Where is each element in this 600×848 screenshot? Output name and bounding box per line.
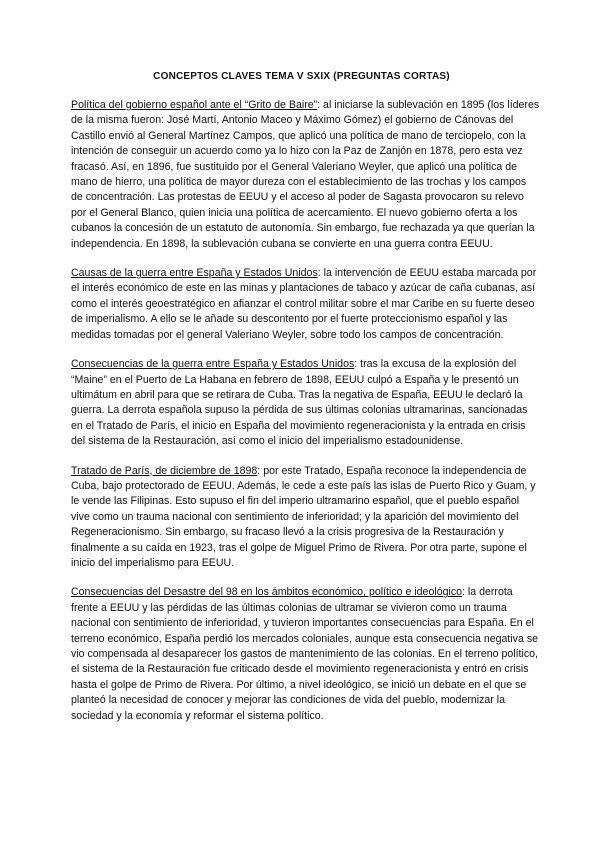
- section-heading: Causas de la guerra entre España y Estados Unidos: [71, 267, 318, 280]
- section-body: tras la excusa de la explosión del “Maine” en el Puerto de La Habana en febrero de 1898, EEUU culpó a España y le presentó un ultimátum en abril para que se retirara de Cuba. Tras la negativa de España, EEUU le declaró la guerra. La derrota española supuso la pérdida de sus últimas colonias ultramarinas, sancionadas en el Tratado de París, el inicio en España del movimiento regeneracionista y la entrada en crisis del sistema de la Restauración, así como el inicio del imperialismo estadounidense.: [71, 358, 528, 448]
- document-title: CONCEPTOS CLAVES TEMA V SXIX (PREGUNTAS CORTAS): [153, 71, 450, 82]
- section-separator: :: [257, 464, 264, 477]
- section-heading: Política del gobierno español ante el “Grito de Baire”: [71, 99, 318, 111]
- section-body: por este Tratado, España reconoce la independencia de Cuba, bajo protectorado de EEUU. Además, le cede a este país las islas de Puerto Rico y Guam, y le vende las Filipinas. Esto supuso el fin del imperio ultramarino español, que el pueblo español vive como un trauma nacional con sentimiento de inferioridad; y la aparición del movimiento del Regeneracionismo. Sin embargo, su fracaso llevó a la crisis progresiva de la Restauración y finalmente a su caída en 1923, tras el golpe de Miguel Primo de Rivera. Por otra parte, supone el inicio del imperialismo para EEUU.: [71, 464, 536, 569]
- section-causas-guerra: [71, 266, 540, 343]
- section-separator: :: [317, 99, 324, 111]
- section-tratado-paris: [71, 464, 540, 572]
- section-body: la derrota frente a EEUU y las pérdidas de las últimas colonias de ultramar se vivieron como un trauma nacional con sentimiento de inferioridad, y tuvieron importantes consecuencias para España. En el terreno económico, España perdió los mercados coloniales, aunque esta consecuencia negativa se vio compensada al desaparecer los gastos de mantenimiento de las colonias. En el terreno político, el sistema de la Restauración fue criticado desde el movimiento regeneracionista y entró en crisis hasta el golpe de Primo de Rivera. Por último, a nivel ideológico, se inició un debate en el que se planteó la necesidad de conocer y mejorar las condiciones de vida del pueblo, modernizar la sociedad y la economía y reformar el sistema político.: [71, 586, 539, 722]
- section-heading: Consecuencias de la guerra entre España y Estados Unidos: [71, 358, 355, 371]
- section-separator: :: [462, 586, 468, 599]
- section-heading: Tratado de París, de diciembre de 1898: [71, 464, 258, 477]
- section-heading: Consecuencias del Desastre del 98 en los ámbitos económico, político e ideológico: [71, 586, 463, 599]
- section-body: la intervención de EEUU estaba marcada por el interés económico de este en las minas y plantaciones de tabaco y azúcar de caña cubanas, así como el interés geoestratégico en afianzar el control militar sobre el mar Caribe en su fuerte deseo de imperialismo. A ello se le añade su descontento por el fuerte proteccionismo español y las medidas tomadas por el general Valeriano Weyler, sobre todo los campos de concentración.: [71, 267, 537, 341]
- section-body: al iniciarse la sublevación en 1895 (los líderes de la misma fueron: José Martí, Antonio Maceo y Máximo Gómez) el gobierno de Cánovas del Castillo envió al General Martínez Campos, que aplicó una política de mano de terciopelo, con la intención de conseguir un acuerdo como ya lo hizo con la Paz de Zanjón en 1878, pero esta vez fracasó. Así, en 1896, fue sustituido por el General Valeriano Weyler, que aplicó una política de mano de hierro, una política de mayor dureza con el establecimiento de las trochas y los campos de concentración. Las protestas de EEUU y el acceso al poder de Sagasta provocaron su relevo por el General Blanco, quien inicia una política de acercamiento. El nuevo gobierno oferta a los cubanos la concesión de un estatuto de autonomía. Sin embargo, fue rechazada ya que querían la independencia. En 1898, la sublevación cubana se convierte en una guerra contra EEUU.: [71, 99, 540, 250]
- section-grito-de-baire: [71, 98, 540, 252]
- section-separator: :: [317, 267, 324, 280]
- section-desastre-98: [71, 585, 540, 724]
- section-separator: :: [354, 358, 361, 371]
- section-consecuencias-guerra: [71, 357, 540, 449]
